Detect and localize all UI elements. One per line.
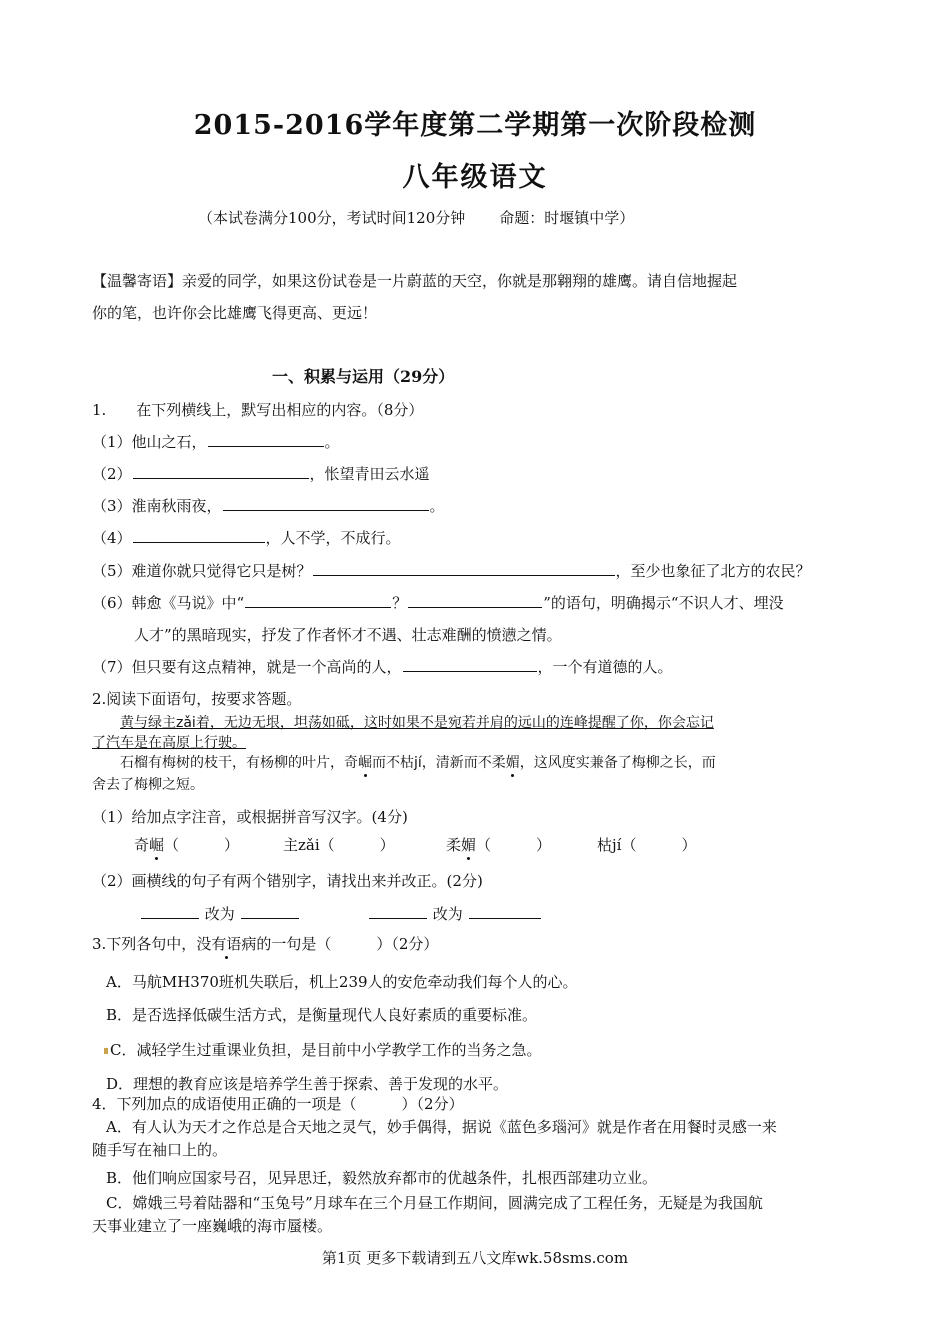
greeting-line-1: 【温馨寄语】亲爱的同学，如果这份试卷是一片蔚蓝的天空，你就是那翱翔的雄鹰。请自信地握起 (92, 272, 738, 290)
q1-item-5-text: （5）难道你就只觉得它只是树？ (92, 562, 312, 580)
q1-item-2-text: ，怅望青田云水遥 (309, 465, 430, 483)
q1-item-2 (92, 463, 430, 484)
q4-option-c-line-1: C．嫦娥三号着陆器和“玉兔号”月球车在三个月昼工作期间，圆满完成了工程任务，无疑是为我国航 (106, 1194, 763, 1212)
q2-stem: 2.阅读下面语句，按要求答题。 (92, 690, 302, 708)
q2-sub-1-a-pre: 奇 (134, 836, 150, 854)
q1-item-1 (92, 431, 340, 452)
q1-item-6-mid: ？ (392, 594, 408, 612)
dotted-char: 媚 (461, 836, 477, 854)
q2-sub-1-stem: （1）给加点字注音，或根据拼音写汉字。(4分) (92, 808, 408, 826)
exam-info-score-time: （本试卷满分100分，考试时间120分钟 (198, 209, 466, 227)
answer-blank[interactable] (408, 592, 542, 608)
q1-item-4-num: （4） (92, 529, 132, 547)
answer-blank[interactable] (245, 592, 391, 608)
q2-passage-line-2: 了汽车是在高原上行驶。 (92, 735, 246, 751)
answer-blank[interactable] (369, 903, 427, 919)
q1-item-1-text: （1）他山之石， (92, 433, 207, 451)
q1-item-6-text: （6）韩愈《马说》中“ (92, 594, 245, 612)
q1-stem: 1. 在下列横线上，默写出相应的内容。（8分） (92, 401, 424, 419)
fix-label: 改为 (204, 905, 235, 923)
q1-item-3 (92, 495, 445, 516)
q1-item-7 (92, 656, 673, 677)
q4-option-a-line-1: A．有人认为天才之作总是合天地之灵气，妙手偶得，据说《蓝色多瑙河》就是作者在用餐时灵感一来 (106, 1118, 777, 1136)
dotted-phrase: 没有语病 (196, 935, 257, 953)
exam-title: 2015-2016学年度第二学期第一次阶段检测 (193, 110, 757, 141)
section-1-title: 一、积累与运用（29分） (272, 367, 455, 386)
q2-passage-2-line-1 (120, 752, 716, 772)
answer-blank[interactable] (469, 903, 541, 919)
q2-passage-2-line-2: 舍去了梅柳之短。 (92, 777, 204, 793)
fix-label: 改为 (432, 905, 463, 923)
answer-blank[interactable] (141, 903, 199, 919)
q4-option-c-line-2: 天事业建立了一座巍峨的海市蜃楼。 (92, 1217, 333, 1235)
dotted-char: 崛 (358, 755, 372, 771)
q1-item-6 (92, 592, 784, 613)
q2-sub-1-b: 主zǎi（ ） (283, 836, 395, 854)
answer-blank[interactable] (223, 495, 429, 511)
q1-item-7-text: （7）但只要有这点精神，就是一个高尚的人， (92, 658, 402, 676)
q3-stem (92, 933, 438, 954)
q1-item-5 (92, 560, 811, 581)
q2-sub-1-d: 枯jí（ ） (597, 836, 697, 854)
q2-sub-2-fix-2 (368, 903, 542, 924)
q2-passage-line-1: 黄与绿主zǎi着，无边无垠，坦荡如砥，这时如果不是宛若并肩的远山的连峰提醒了你，你会忘记 (120, 715, 714, 731)
q3-option-c (104, 1039, 541, 1060)
q2-passage-2-b: 而不枯jí，清新而不柔 (372, 755, 506, 771)
q1-item-6-tail: ”的语句，明确揭示“不识人才、埋没 (543, 594, 784, 612)
greeting-line-2: 你的笔，也许你会比雄鹰飞得更高、更远！ (92, 304, 378, 322)
q1-item-3-end: 。 (429, 497, 445, 515)
exam-info-author: 命题：时堰镇中学） (499, 209, 635, 227)
q2-sub-2-fix-1 (140, 903, 300, 924)
exam-subject: 八年级语文 (402, 162, 548, 193)
q4-option-a-line-2: 随手写在袖口上的。 (92, 1141, 228, 1159)
answer-blank[interactable] (313, 560, 615, 576)
q4-option-b: B．他们响应国家号召，见异思迁，毅然放弃都市的优越条件，扎根西部建功立业。 (106, 1169, 658, 1187)
answer-blank[interactable] (403, 656, 537, 672)
q1-item-3-text: （3）淮南秋雨夜， (92, 497, 222, 515)
q1-item-7-end: ，一个有道德的人。 (537, 658, 673, 676)
q1-item-4-text: ，人不学，不成行。 (265, 529, 401, 547)
exam-info (198, 207, 634, 228)
page-footer: 第1页 更多下载请到五八文库wk.58sms.com (321, 1249, 629, 1267)
q1-item-4 (92, 527, 401, 548)
answer-blank[interactable] (133, 463, 309, 479)
q2-sub-1-c-pre: 柔 (446, 836, 462, 854)
q2-sub-1-a (134, 834, 239, 855)
q1-item-2-num: （2） (92, 465, 132, 483)
q2-passage-2-c: ，这风度实兼备了梅柳之长，而 (519, 755, 716, 771)
q3-option-b: B．是否选择低碳生活方式，是衡量现代人良好素质的重要标准。 (106, 1006, 538, 1024)
answer-blank[interactable] (133, 527, 265, 543)
q1-item-6-line-2: 人才”的黑暗现实，抒发了作者怀才不遇、壮志难酬的愤懑之情。 (134, 626, 562, 644)
answer-paren[interactable]: （ ） (476, 836, 552, 854)
q3-option-d: D．理想的教育应该是培养学生善于探索、善于发现的水平。 (106, 1075, 509, 1093)
q1-item-5-end: ，至少也象征了北方的农民？ (615, 562, 811, 580)
q3-stem-a: 3.下列各句中， (92, 935, 197, 953)
q2-passage-2-a: 石榴有梅树的枝干，有杨柳的叶片，奇 (120, 755, 358, 771)
q3-option-c-text: C．减轻学生过重课业负担，是目前中小学教学工作的当务之急。 (110, 1041, 542, 1059)
q1-item-1-end: 。 (324, 433, 340, 451)
q3-option-a: A．马航MH370班机失联后，机上239人的安危牵动我们每个人的心。 (106, 973, 578, 991)
dotted-char: 崛 (149, 836, 165, 854)
q4-stem: 4．下列加点的成语使用正确的一项是（ ）（2分） (92, 1095, 464, 1113)
answer-blank[interactable] (241, 903, 299, 919)
q2-sub-1-c (446, 834, 551, 855)
q3-stem-b: 的一句是（ ）（2分） (256, 935, 439, 953)
answer-blank[interactable] (208, 431, 324, 447)
q2-sub-2-stem: （2）画横线的句子有两个错别字，请找出来并改正。(2分) (92, 872, 483, 890)
marker-icon (104, 1048, 108, 1054)
answer-paren[interactable]: （ ） (164, 836, 240, 854)
dotted-char: 媚 (505, 755, 520, 771)
